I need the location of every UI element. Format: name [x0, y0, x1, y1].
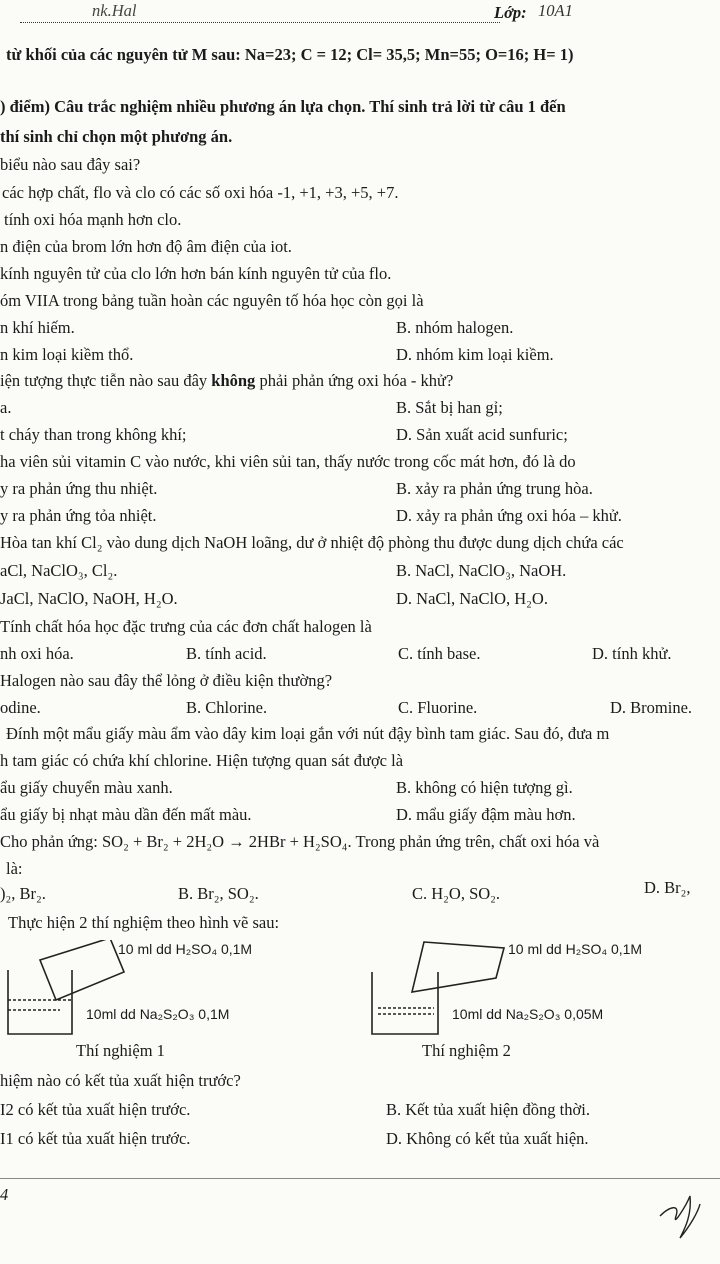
- q6-option-d: D. tính khử.: [592, 644, 672, 663]
- q1-option-c: n điện của brom lớn hơn độ âm điện của iot.: [0, 237, 292, 256]
- experiment-1-bottom-label: 10ml dd Na₂S₂O₃ 0,1M: [86, 1006, 230, 1022]
- q2-option-d: D. nhóm kim loại kiềm.: [396, 345, 554, 364]
- q10-option-d: D. Không có kết tủa xuất hiện.: [386, 1129, 589, 1148]
- q9-option-d: D. Br₂,: [644, 878, 691, 897]
- class-value: 10A1: [538, 1, 573, 20]
- experiment-1-beaker: [8, 970, 72, 1034]
- experiment-2-top-label: 10 ml dd H₂SO₄ 0,1M: [508, 941, 643, 957]
- q2-option-a: n khí hiếm.: [0, 318, 75, 337]
- q10-stem-line2: hiệm nào có kết tủa xuất hiện trước?: [0, 1071, 241, 1090]
- q4-option-a: y ra phản ứng thu nhiệt.: [0, 479, 158, 498]
- section-heading-line1: ) điểm) Câu trắc nghiệm nhiều phương án lựa chọn. Thí sinh trả lời từ câu 1 đến: [0, 97, 566, 116]
- experiment-2-bottom-label: 10ml dd Na₂S₂O₃ 0,05M: [452, 1006, 604, 1022]
- header-dotted-line: [20, 22, 500, 23]
- q6-option-a: nh oxi hóa.: [0, 644, 74, 663]
- atomic-masses: từ khối của các nguyên tử M sau: Na=23; C = 12; Cl= 35,5; Mn=55; O=16; H= 1): [6, 45, 574, 64]
- q1-stem: biểu nào sau đây sai?: [0, 155, 141, 174]
- q10-stem: Thực hiện 2 thí nghiệm theo hình vẽ sau:: [8, 913, 280, 932]
- experiment-1-caption: Thí nghiệm 1: [76, 1041, 165, 1060]
- q7-option-a: odine.: [0, 698, 41, 717]
- q9-option-b: B. Br₂, SO₂.: [178, 884, 259, 903]
- q4-option-c: y ra phản ứng tỏa nhiệt.: [0, 506, 157, 525]
- experiment-2-beaker: [372, 972, 438, 1034]
- q8-option-c: ẩu giấy bị nhạt màu dần đến mất màu.: [0, 805, 252, 824]
- experiment-2-caption: Thí nghiệm 2: [422, 1041, 511, 1060]
- q1-option-d: kính nguyên tử của clo lớn hơn bán kính nguyên tử của flo.: [0, 264, 392, 283]
- q8-option-a: ẩu giấy chuyển màu xanh.: [0, 778, 173, 797]
- q9-stem-line2: là:: [6, 859, 23, 878]
- q10-option-a: I2 có kết tủa xuất hiện trước.: [0, 1100, 191, 1119]
- q6-option-c: C. tính base.: [398, 644, 481, 663]
- q10-option-c: I1 có kết tủa xuất hiện trước.: [0, 1129, 191, 1148]
- q2-option-b: B. nhóm halogen.: [396, 318, 514, 337]
- q10-option-b: B. Kết tủa xuất hiện đồng thời.: [386, 1100, 590, 1119]
- q7-option-c: C. Fluorine.: [398, 698, 478, 717]
- q4-option-d: D. xảy ra phản ứng oxi hóa – khử.: [396, 506, 622, 525]
- name-scrawl: nk.Hal: [92, 1, 137, 20]
- q3-option-a: a.: [0, 398, 12, 417]
- q9-option-a: )₂, Br₂.: [0, 884, 46, 903]
- q3-stem: iện tượng thực tiễn nào sau đây không phải phản ứng oxi hóa - khử?: [0, 371, 454, 390]
- q9-stem-line1: Cho phản ứng: SO₂ + Br₂ + 2H₂O → 2HBr + H₂SO₄. Trong phản ứng trên, chất oxi hóa và: [0, 832, 600, 851]
- q1-option-b: tính oxi hóa mạnh hơn clo.: [4, 210, 182, 229]
- experiment-1-pouring-tube: [40, 940, 124, 1000]
- q5-option-d: D. NaCl, NaClO, H₂O.: [396, 589, 548, 608]
- class-label: Lớp:: [494, 3, 527, 22]
- q6-stem: Tính chất hóa học đặc trưng của các đơn chất halogen là: [0, 617, 372, 636]
- q1-option-a: các hợp chất, flo và clo có các số oxi hóa -1, +1, +3, +5, +7.: [2, 183, 399, 202]
- q8-stem-line1: Đính một mẩu giấy màu ẩm vào dây kim loại gắn với nút đậy bình tam giác. Sau đó, đưa m: [6, 724, 610, 743]
- q7-option-d: D. Bromine.: [610, 698, 693, 717]
- q8-option-d: D. mẩu giấy đậm màu hơn.: [396, 805, 576, 824]
- page-mark: 4: [0, 1185, 9, 1204]
- experiment-2-pouring-tube: [412, 942, 504, 992]
- q7-option-b: B. Chlorine.: [186, 698, 268, 717]
- q6-option-b: B. tính acid.: [186, 644, 267, 663]
- q8-option-b: B. không có hiện tượng gì.: [396, 778, 573, 797]
- q2-stem: óm VIIA trong bảng tuần hoàn các nguyên tố hóa học còn gọi là: [0, 291, 424, 310]
- section-heading-line2: thí sinh chỉ chọn một phương án.: [0, 127, 233, 146]
- experiment-1-top-label: 10 ml dd H₂SO₄ 0,1M: [118, 941, 253, 957]
- q3-option-b: B. Sắt bị han gỉ;: [396, 398, 503, 417]
- footer-rule: [0, 1178, 720, 1179]
- q4-option-b: B. xảy ra phản ứng trung hòa.: [396, 479, 593, 498]
- q4-stem: ha viên sủi vitamin C vào nước, khi viên sủi tan, thấy nước trong cốc mát hơn, đó là do: [0, 452, 576, 471]
- q9-option-c: C. H₂O, SO₂.: [412, 884, 501, 903]
- q3-option-d: D. Sản xuất acid sunfuric;: [396, 425, 568, 444]
- q7-stem: Halogen nào sau đây thể lỏng ở điều kiện thường?: [0, 671, 333, 690]
- q2-option-c: n kim loại kiềm thổ.: [0, 345, 134, 364]
- q5-option-b: B. NaCl, NaClO₃, NaOH.: [396, 561, 567, 580]
- q8-stem-line2: h tam giác có chứa khí chlorine. Hiện tượng quan sát được là: [0, 751, 404, 770]
- q3-option-c: t cháy than trong không khí;: [0, 425, 187, 444]
- q5-option-a: aCl, NaClO₃, Cl₂.: [0, 561, 118, 580]
- q5-option-c: JaCl, NaClO, NaOH, H₂O.: [0, 589, 178, 608]
- signature-scribble: [650, 1186, 710, 1246]
- experiment-2-diagram: [364, 940, 514, 1040]
- q5-stem: Hòa tan khí Cl₂ vào dung dịch NaOH loãng, dư ở nhiệt độ phòng thu được dung dịch chứa các: [0, 533, 624, 552]
